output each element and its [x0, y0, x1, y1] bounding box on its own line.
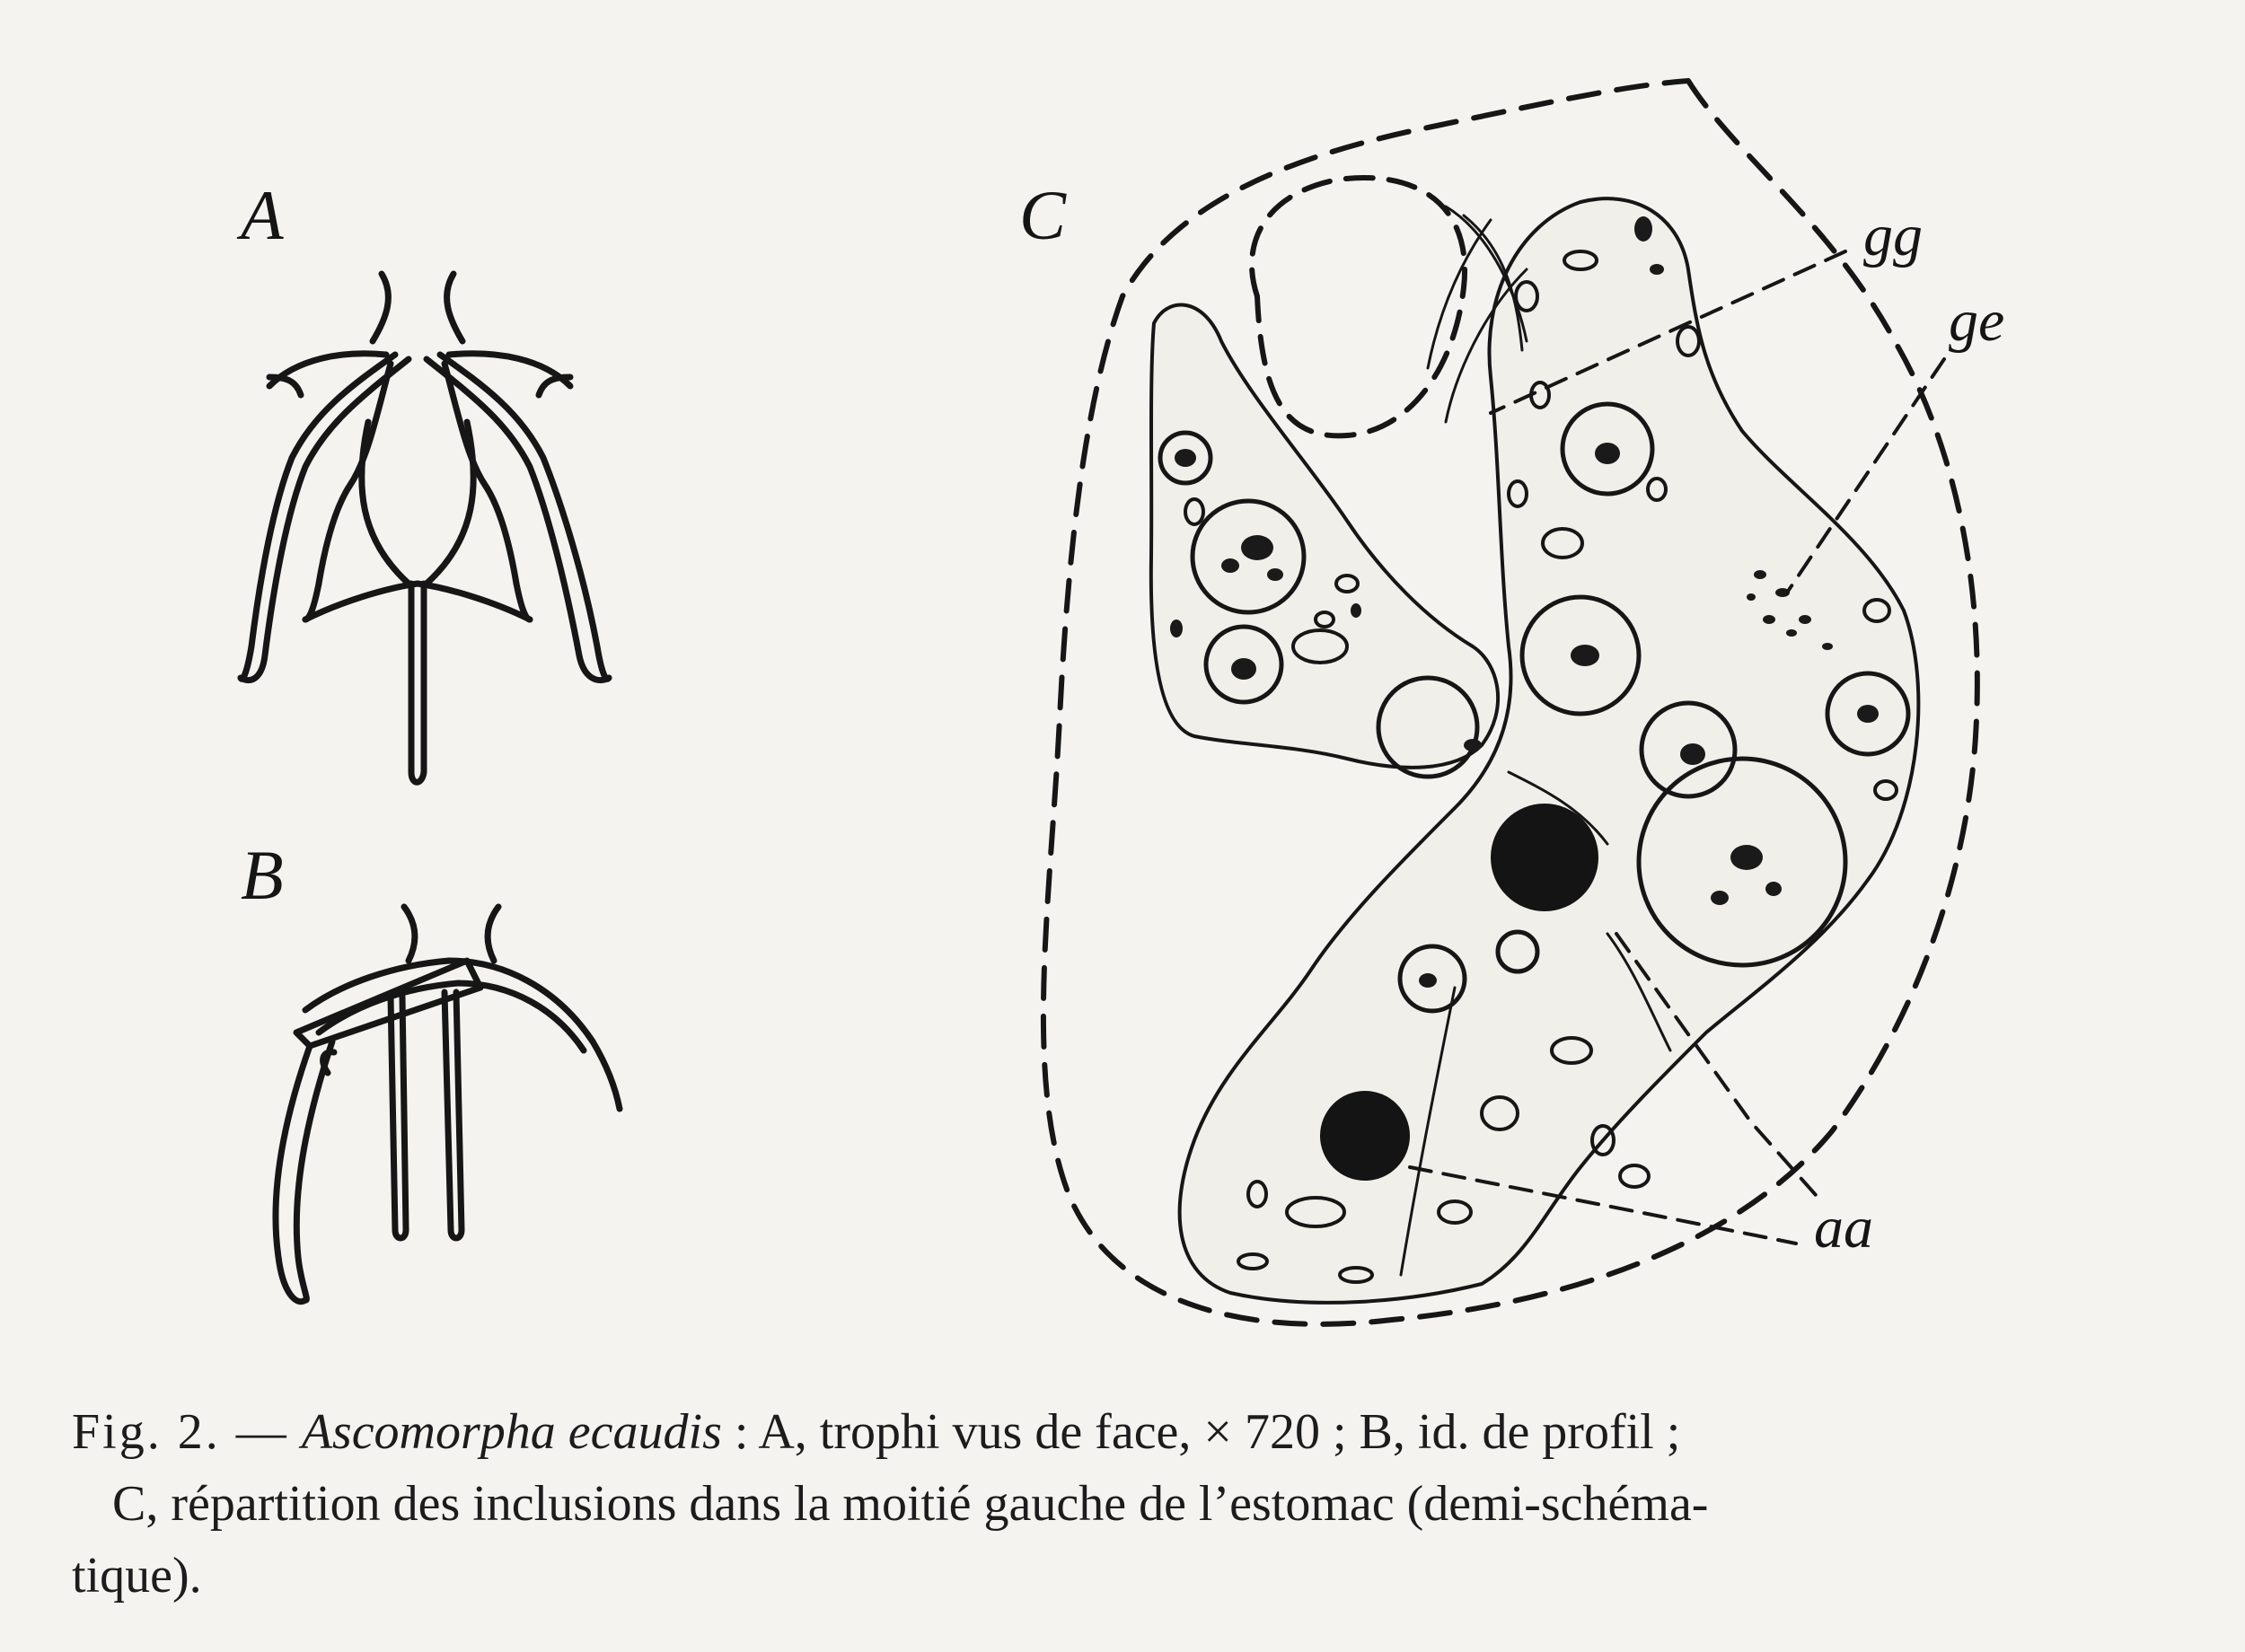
panel-label-a: A	[241, 176, 284, 254]
label-aa: aa	[1814, 1195, 1873, 1261]
trophi-side-drawing	[276, 907, 620, 1302]
caption-fig-number: Fig. 2. —	[72, 1404, 289, 1460]
caption-line-1	[72, 1396, 2173, 1468]
label-ge: ge	[1949, 288, 2005, 354]
trophi-front-drawing	[241, 274, 609, 782]
caption-line-3: tique).	[72, 1548, 202, 1604]
stomach-drawing	[1043, 81, 1977, 1324]
caption-line-1-rest: : A, trophi vus de face, × 720 ; B, id. de profil ;	[721, 1404, 1681, 1460]
caption-species: Ascomorpha ecaudis	[301, 1404, 722, 1460]
panel-label-c: C	[1019, 176, 1067, 254]
figure-caption	[72, 1396, 2173, 1612]
caption-line-2: C, répartition des inclusions dans la moitié gauche de l’estomac (demi-schéma-	[112, 1476, 1709, 1532]
panel-label-b: B	[241, 836, 284, 914]
label-gg: gg	[1863, 203, 1923, 268]
